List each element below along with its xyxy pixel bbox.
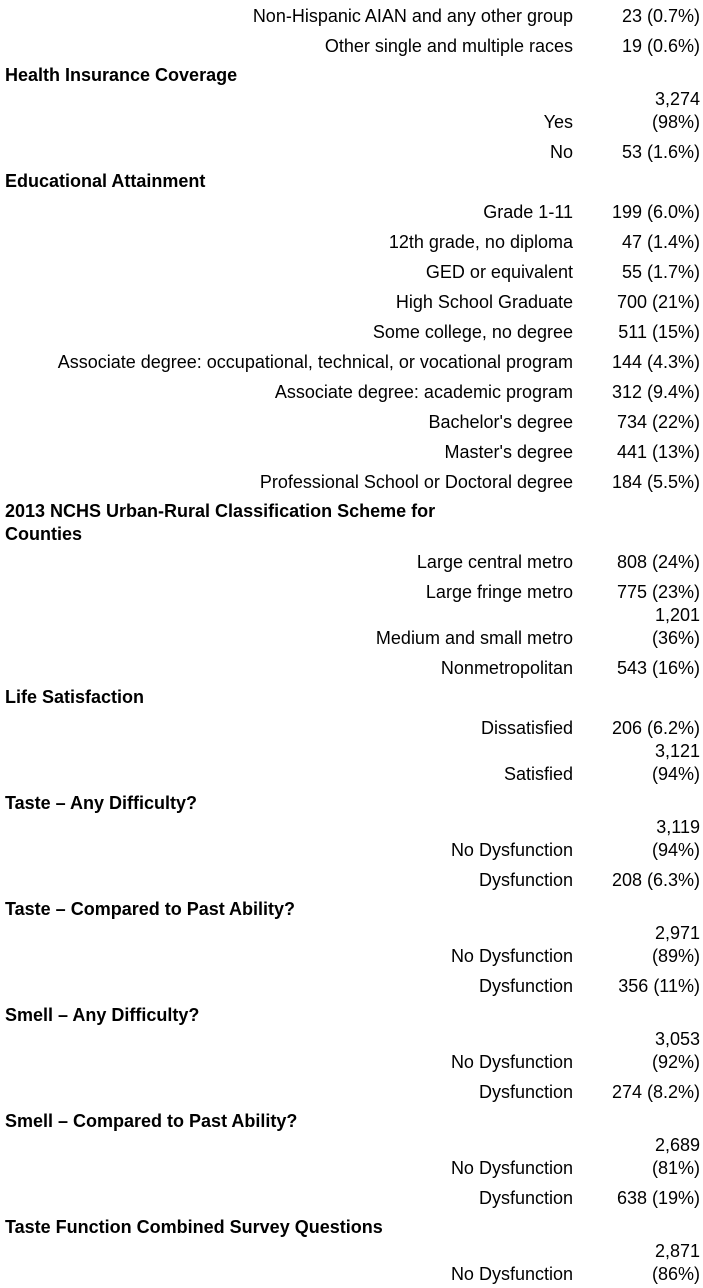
row-value-line: 144 (4.3%) bbox=[611, 352, 700, 372]
row-label: Other single and multiple races bbox=[324, 36, 573, 56]
table-row bbox=[0, 406, 703, 436]
section-header: Educational Attainment bbox=[5, 171, 206, 191]
row-label: No Dysfunction bbox=[450, 840, 573, 860]
row-value-line: 775 (23%) bbox=[616, 582, 700, 602]
row-label: Yes bbox=[543, 112, 573, 132]
table-row bbox=[0, 90, 703, 136]
row-value-line: 441 (13%) bbox=[616, 442, 700, 462]
row-label: Non-Hispanic AIAN and any other group bbox=[252, 6, 573, 26]
table-row bbox=[0, 546, 703, 576]
row-value-line: (94%) bbox=[651, 764, 700, 784]
table-row bbox=[0, 0, 703, 30]
row-label: Professional School or Doctoral degree bbox=[259, 472, 573, 492]
row-value-line: 23 (0.7%) bbox=[621, 6, 700, 26]
table-row bbox=[0, 970, 703, 1000]
section-header: Taste – Compared to Past Ability? bbox=[5, 899, 296, 919]
row-value-line: (36%) bbox=[651, 628, 700, 648]
row-label: No bbox=[549, 142, 573, 162]
table-row bbox=[0, 864, 703, 894]
table-row bbox=[0, 712, 703, 742]
row-value bbox=[573, 1240, 703, 1288]
row-value bbox=[573, 1028, 703, 1076]
section-header: Taste Function Combined Survey Questions bbox=[5, 1217, 383, 1237]
row-label: Large central metro bbox=[416, 552, 573, 572]
table-row bbox=[0, 196, 703, 226]
row-value bbox=[573, 231, 703, 256]
row-value-line: 19 (0.6%) bbox=[621, 36, 700, 56]
row-label: No Dysfunction bbox=[450, 1158, 573, 1178]
table-row bbox=[0, 286, 703, 316]
row-value bbox=[573, 551, 703, 576]
row-value bbox=[573, 35, 703, 60]
row-value bbox=[573, 351, 703, 376]
table-row bbox=[0, 136, 703, 166]
row-value-line: 700 (21%) bbox=[616, 292, 700, 312]
row-value bbox=[573, 975, 703, 1000]
row-value-line: 208 (6.3%) bbox=[611, 870, 700, 890]
row-value bbox=[573, 411, 703, 436]
row-value bbox=[573, 869, 703, 894]
row-value bbox=[573, 5, 703, 30]
row-value-line: 312 (9.4%) bbox=[611, 382, 700, 402]
table-row bbox=[0, 436, 703, 466]
table-row bbox=[0, 1182, 703, 1212]
table-row bbox=[0, 606, 703, 652]
row-label: No Dysfunction bbox=[450, 1052, 573, 1072]
row-value-line: (86%) bbox=[651, 1264, 700, 1284]
row-label: No Dysfunction bbox=[450, 1264, 573, 1284]
row-label: Some college, no degree bbox=[372, 322, 573, 342]
table-row bbox=[0, 1076, 703, 1106]
row-label: Dysfunction bbox=[478, 1082, 573, 1102]
table-row bbox=[0, 818, 703, 864]
row-label: Grade 1-11 bbox=[483, 202, 573, 222]
table-row bbox=[0, 1030, 703, 1076]
table-row bbox=[0, 226, 703, 256]
row-value bbox=[573, 261, 703, 286]
row-value-line: (92%) bbox=[651, 1052, 700, 1072]
row-label: Associate degree: academic program bbox=[274, 382, 573, 402]
section-header: Health Insurance Coverage bbox=[5, 65, 238, 85]
row-value bbox=[573, 604, 703, 652]
row-value-line: 734 (22%) bbox=[616, 412, 700, 432]
row-value bbox=[573, 441, 703, 466]
section-header: Smell – Any Difficulty? bbox=[5, 1005, 200, 1025]
row-value bbox=[573, 88, 703, 136]
row-label: Dysfunction bbox=[478, 1188, 573, 1208]
row-value-line: 511 (15%) bbox=[618, 322, 700, 342]
row-label: High School Graduate bbox=[395, 292, 573, 312]
row-label: Dysfunction bbox=[478, 870, 573, 890]
row-value bbox=[573, 381, 703, 406]
row-value-line: 199 (6.0%) bbox=[611, 202, 700, 222]
row-value-line: 53 (1.6%) bbox=[621, 142, 700, 162]
row-value-line: 2,971 bbox=[654, 923, 700, 943]
row-value-line: 543 (16%) bbox=[616, 658, 700, 678]
table-row bbox=[0, 924, 703, 970]
row-value-line: 274 (8.2%) bbox=[611, 1082, 700, 1102]
row-value bbox=[573, 321, 703, 346]
section-header: Taste – Any Difficulty? bbox=[5, 793, 198, 813]
section-header: 2013 NCHS Urban-Rural Classification Scheme for Counties bbox=[5, 501, 436, 544]
table-row bbox=[0, 376, 703, 406]
table-row bbox=[0, 256, 703, 286]
row-value-line: 808 (24%) bbox=[616, 552, 700, 572]
section-header: Life Satisfaction bbox=[5, 687, 145, 707]
table-row bbox=[0, 652, 703, 682]
table-row bbox=[0, 316, 703, 346]
row-value-line: 184 (5.5%) bbox=[611, 472, 700, 492]
row-value bbox=[573, 922, 703, 970]
table-row bbox=[0, 576, 703, 606]
row-value-line: 47 (1.4%) bbox=[621, 232, 700, 252]
row-value-line: (94%) bbox=[651, 840, 700, 860]
row-value-line: 3,053 bbox=[654, 1029, 700, 1049]
row-value bbox=[573, 1081, 703, 1106]
row-value-line: 356 (11%) bbox=[618, 976, 700, 996]
row-value-line: 206 (6.2%) bbox=[611, 718, 700, 738]
table-row bbox=[0, 346, 703, 376]
row-label: No Dysfunction bbox=[450, 946, 573, 966]
row-value-line: 2,689 bbox=[654, 1135, 700, 1155]
row-value bbox=[573, 581, 703, 606]
row-value bbox=[573, 1134, 703, 1182]
row-label: Master's degree bbox=[444, 442, 573, 462]
row-value-line: (98%) bbox=[651, 112, 700, 132]
row-value-line: 1,201 bbox=[654, 605, 700, 625]
row-value bbox=[573, 291, 703, 316]
table-row bbox=[0, 1242, 703, 1288]
table-row bbox=[0, 1136, 703, 1182]
row-value bbox=[573, 816, 703, 864]
row-label: Dissatisfied bbox=[480, 718, 573, 738]
row-label: Large fringe metro bbox=[425, 582, 573, 602]
row-label: Dysfunction bbox=[478, 976, 573, 996]
table-row bbox=[0, 742, 703, 788]
row-value bbox=[573, 740, 703, 788]
row-label: Satisfied bbox=[503, 764, 573, 784]
row-value bbox=[573, 1187, 703, 1212]
row-value bbox=[573, 717, 703, 742]
row-label: Nonmetropolitan bbox=[440, 658, 573, 678]
row-value-line: (89%) bbox=[651, 946, 700, 966]
row-label: GED or equivalent bbox=[425, 262, 573, 282]
row-label: Medium and small metro bbox=[375, 628, 573, 648]
table-row bbox=[0, 30, 703, 60]
section-header: Smell – Compared to Past Ability? bbox=[5, 1111, 298, 1131]
row-value-line: 55 (1.7%) bbox=[621, 262, 700, 282]
row-value-line: 2,871 bbox=[654, 1241, 700, 1261]
row-value bbox=[573, 141, 703, 166]
row-value bbox=[573, 657, 703, 682]
row-label: Bachelor's degree bbox=[428, 412, 573, 432]
table-row bbox=[0, 466, 703, 496]
row-label: Associate degree: occupational, technical, or vocational program bbox=[57, 352, 573, 372]
row-value bbox=[573, 201, 703, 226]
row-value bbox=[573, 471, 703, 496]
row-value-line: 638 (19%) bbox=[616, 1188, 700, 1208]
row-value-line: 3,274 bbox=[654, 89, 700, 109]
row-value-line: 3,121 bbox=[654, 741, 700, 761]
row-value-line: (81%) bbox=[651, 1158, 700, 1178]
row-label: 12th grade, no diploma bbox=[388, 232, 573, 252]
row-value-line: 3,119 bbox=[656, 817, 700, 837]
